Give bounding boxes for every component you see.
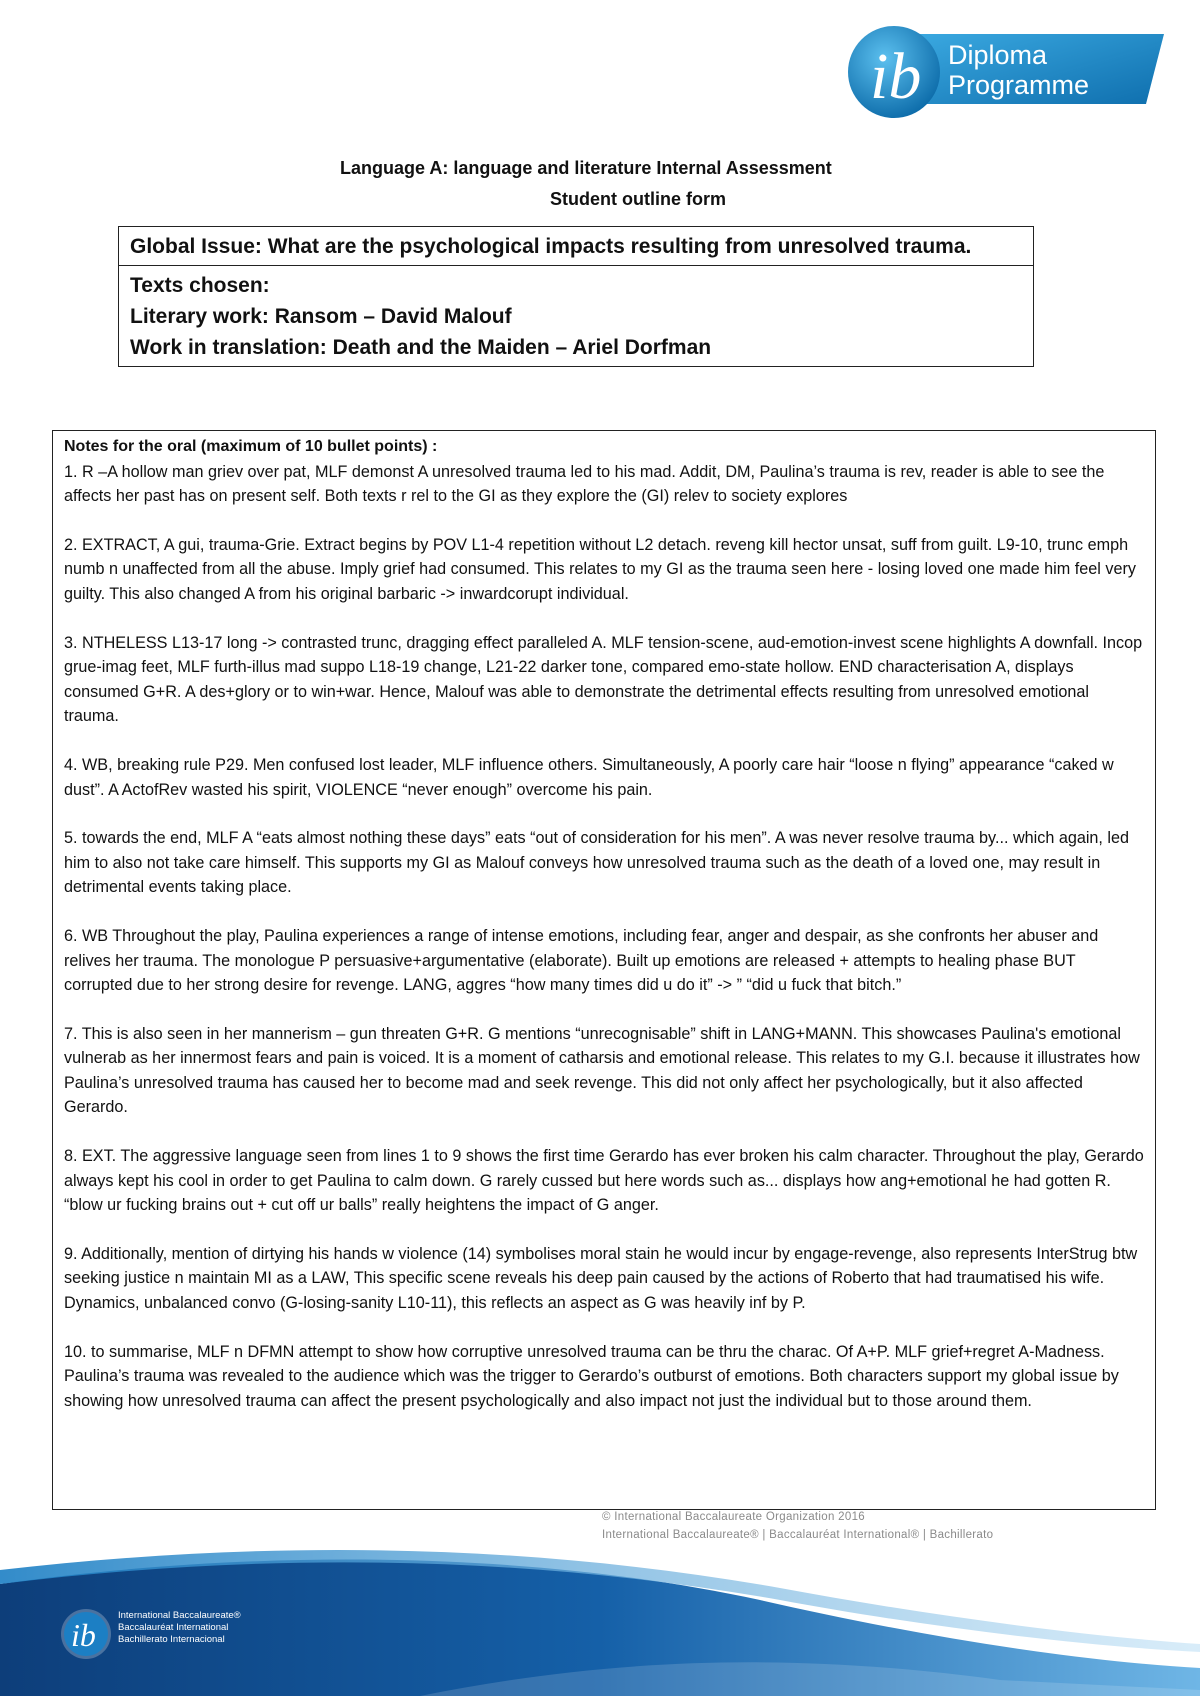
ib-footer-logo-icon [60,1608,112,1660]
footer-copyright: © International Baccalaureate Organization 2016 [602,1511,865,1523]
texts-chosen-heading: Texts chosen: [130,274,270,297]
note-point-1: 1. R –A hollow man griev over pat, MLF demonst A unresolved trauma led to his mad. Addit, DM, Paulina’s trauma is rev, reader is able to see the affects her past has on present self. Both texts r rel to the GI as they explore the (GI) relev to society explores [64,462,1105,506]
note-point-6: 6. WB Throughout the play, Paulina experiences a range of intense emotions, including fear, anger and despair, as she confronts her abuser and relives her trauma. The monologue P persuasive+argumentative (elaborate). Built up emotions are released + attempts to healing phase BUT corrupted due to her strong desire for revenge. LANG, aggres “how many times did u do it” -> ” “did u fuck that bitch.” [64,926,1099,995]
note-point-4: 4. WB, breaking rule P29. Men confused lost leader, MLF influence others. Simultaneously, A poorly care hair “loose n flying” appearance “caked w dust”. A ActofRev wasted his spirit, VIOLENCE “never enough” overcome his pain. [64,755,1114,799]
work-in-translation: Work in translation: Death and the Maiden – Ariel Dorfman [130,336,712,359]
notes-box [52,430,1156,1510]
outline-table [118,226,1034,367]
note-point-3: 3. NTHELESS L13-17 long -> contrasted trunc, dragging effect paralleled A. MLF tension-scene, aud-emotion-invest scene highlights A downfall. Incop grue-imag feet, MLF furth-illus mad suppo L18-19 change, L21-22 darker tone, compared emo-state hollow. END characterisation A, displays consumed G+R. A des+glory or to win+war. Hence, Malouf was able to demonstrate the detrimental effects resulting from unresolved emotional trauma. [64,633,1143,726]
form-title: Language A: language and literature Internal Assessment [340,158,832,178]
svg-text:ib: ib [870,40,922,113]
form-subtitle: Student outline form [550,189,726,209]
note-point-8: 8. EXT. The aggressive language seen from lines 1 to 9 shows the first time Gerardo has ever broken his calm character. Throughout the play, Gerardo always kept his cool in order to get Paulina to calm down. G rarely cussed but here words such as... displays how ang+emotional he had gotten R. “blow ur fucking brains out + cut off ur balls” really heightens the impact of G anger. [64,1147,1144,1215]
note-point-2: 2. EXTRACT, A gui, trauma-Grie. Extract begins by POV L1-4 repetition without L2 detach. reveng kill hector unsat, suff from guilt. L9-10, trunc emph numb n unaffected from all the abuse. Imply grief had consumed. This relates to my GI as the trauma seen here - losing loved one made him feel very guilty. This also changed A from his original barbaric -> inwardcorupt individual. [64,535,1136,603]
note-point-5: 5. towards the end, MLF A “eats almost nothing these days” eats “out of consideration for his men”. A was never resolve trauma by... which again, led him to also not take care himself. This supports my GI as Malouf conveys how unresolved trauma such as the death of a loved one, may result in detrimental events taking place. [64,829,1130,897]
note-point-10: 10. to summarise, MLF n DFMN attempt to show how corruptive unresolved trauma can be thru the charac. Of A+P. MLF grief+regret A-Madness. Paulina’s trauma was revealed to the audience which was the trigger to Gerardo’s outburst of emotions. Both characters support my global issue by showing how unresolved trauma can affect the present psychologically and also impact not just the individual but to those around them. [64,1342,1119,1410]
notes-heading: Notes for the oral (maximum of 10 bullet points) : [64,438,438,455]
footer-org-line3: Bachillerato Internacional [118,1634,225,1645]
footer-org-line2: Baccalauréat International [118,1622,229,1633]
footer-names: International Baccalaureate® | Baccalauréat International® | Bachillerato [602,1529,994,1541]
logo-line-programme: Programme [948,70,1090,100]
note-point-9: 9. Additionally, mention of dirtying his hands w violence (14) symbolises moral stain he would incur by engage-revenge, also represents InterStrug btw seeking justice n maintain MI as a LAW, This specific scene reveals his deep pain caused by the actions of Roberto that had traumatised his wife. Dynamics, unbalanced convo (G-losing-sanity L10-11), this reflects an aspect as G was heavily inf by P. [64,1244,1138,1313]
footer-org-line1: International Baccalaureate® [118,1610,241,1621]
footer-copyright-block [602,1508,993,1544]
logo-line-diploma: Diploma [948,40,1048,70]
global-issue-cell: Global Issue: What are the psychological impacts resulting from unresolved trauma. [130,235,972,258]
texts-chosen-cell [119,265,1033,366]
footer-org-names [118,1610,241,1646]
literary-work: Literary work: Ransom – David Malouf [130,305,512,328]
note-point-7: 7. This is also seen in her mannerism – gun threaten G+R. G mentions “unrecognisable” shift in LANG+MANN. This showcases Paulina's emotional vulnerab as her innermost fears and pain is voiced. It is a moment of catharsis and emotional release. This relates to my G.I. because it illustrates how Paulina’s unresolved trauma has caused her to become mad and seek revenge. This did not only affect her psychologically, but it also affected Gerardo. [64,1024,1140,1117]
svg-text:ib: ib [71,1617,96,1653]
